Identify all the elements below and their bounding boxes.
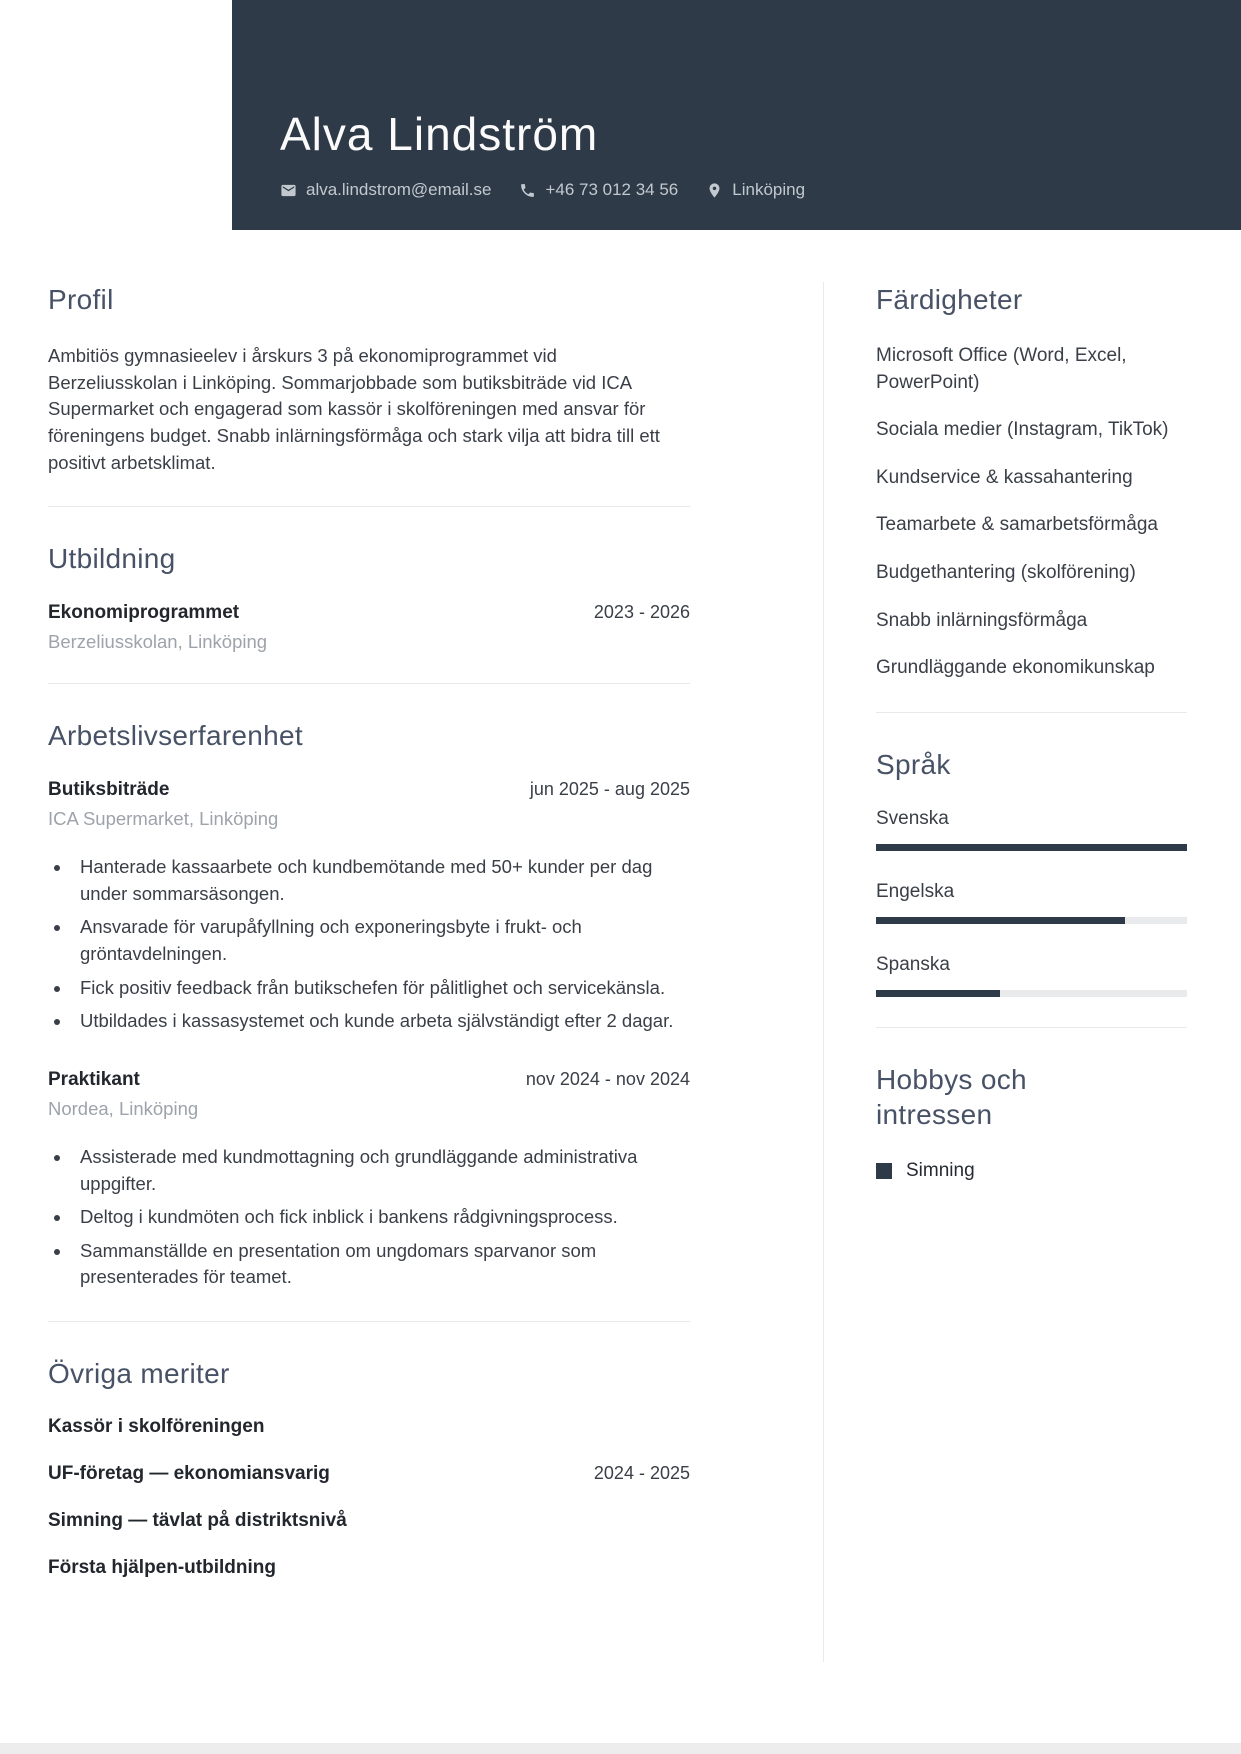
education-program: Ekonomiprogrammet: [48, 602, 240, 624]
language-bar-fill: [876, 844, 1187, 851]
hobbies-heading: Hobbys och intressen: [876, 1063, 1027, 1130]
experience-bullet: • Ansvarade för varupåfyllning och exponeringsbyte i frukt- och gröntavdelningen.: [72, 914, 690, 967]
experience-entry: [48, 779, 690, 1035]
resume-body: [0, 230, 1241, 1662]
person-name: Alva Lindström: [280, 108, 599, 161]
language-name: Engelska: [876, 880, 955, 902]
merit-label: Kassör i skolföreningen: [48, 1416, 265, 1437]
skill-item: Sociala medier (Instagram, TikTok): [876, 419, 1169, 441]
education-entry-head: [48, 602, 690, 624]
experience-role: Butiksbiträde: [48, 779, 170, 801]
language-bar-fill: [876, 990, 1000, 997]
email-icon: [280, 182, 297, 199]
main-column: [48, 282, 690, 1662]
language-item: [876, 881, 1187, 924]
experience-org: Nordea, Linköping: [48, 1097, 199, 1119]
section-education: [48, 541, 690, 653]
email-text: alva.lindstrom@email.se: [306, 180, 492, 199]
resume-header: [232, 0, 1241, 230]
languages-heading: Språk: [876, 748, 951, 780]
education-dates: 2023 - 2026: [593, 602, 690, 623]
experience-bullets: [72, 1144, 690, 1291]
merits-heading: Övriga meriter: [48, 1358, 230, 1389]
skill-item: Grundläggande ekonomikunskap: [876, 657, 1155, 679]
section-merits: [48, 1356, 690, 1579]
profile-heading: Profil: [48, 284, 114, 315]
merit-dates: 2024 - 2025: [593, 1463, 690, 1483]
hobby-label: Simning: [906, 1159, 975, 1181]
merit-row: [48, 1510, 690, 1532]
language-item: [876, 808, 1187, 851]
hobby-square-icon: [876, 1163, 892, 1179]
section-skills: [876, 282, 1187, 682]
experience-bullet: • Hanterade kassaarbete och kundbemötande med 50+ kunder per dag under sommarsäsongen.: [72, 854, 690, 907]
skills-heading: Färdigheter: [876, 284, 1023, 315]
experience-bullet: • Deltog i kundmöten och fick inblick i bankens rådgivningsprocess.: [72, 1204, 690, 1231]
contact-row: [280, 180, 1193, 200]
skills-list: [876, 343, 1187, 682]
experience-org: ICA Supermarket, Linköping: [48, 808, 279, 830]
education-entry: [48, 602, 690, 653]
skill-item: Teamarbete & samarbetsförmåga: [876, 514, 1158, 536]
language-name: Spanska: [876, 953, 950, 975]
contact-email: [280, 180, 491, 200]
section-languages: [876, 747, 1187, 997]
merit-label: Simning — tävlat på distriktsnivå: [48, 1510, 347, 1531]
page-bottom-edge: [0, 1743, 1241, 1754]
section-divider: [48, 506, 690, 507]
language-bar-track: [876, 990, 1187, 997]
experience-dates: jun 2025 - aug 2025: [529, 779, 690, 800]
location-pin-icon: [706, 182, 723, 199]
skill-item: Kundservice & kassahantering: [876, 466, 1133, 488]
merit-row: [48, 1416, 690, 1438]
experience-entry: [48, 1069, 690, 1291]
sidebar-divider: [876, 1027, 1187, 1028]
section-profile: [48, 282, 690, 476]
merit-row: [48, 1557, 690, 1579]
experience-dates: nov 2024 - nov 2024: [525, 1068, 690, 1089]
education-heading: Utbildning: [48, 543, 176, 575]
skill-item: Budgethantering (skolförening): [876, 561, 1136, 583]
hobby-item: [876, 1160, 1187, 1182]
merit-row: [48, 1463, 690, 1485]
sidebar-column: [823, 282, 1240, 1662]
phone-text: +46 73 012 34 56: [545, 180, 679, 199]
contact-phone: [519, 180, 678, 200]
experience-bullets: [72, 854, 690, 1035]
experience-bullet: • Utbildades i kassasystemet och kunde arbeta självständigt efter 2 dagar.: [72, 1008, 690, 1035]
location-text: Linköping: [732, 180, 806, 199]
languages-list: [876, 808, 1187, 997]
experience-bullet: • Assisterade med kundmottagning och grundläggande administrativa uppgifter.: [72, 1144, 690, 1197]
contact-location: [706, 180, 805, 200]
skill-item: Microsoft Office (Word, Excel, PowerPoint): [876, 345, 1127, 393]
experience-bullet: • Sammanställde en presentation om ungdomars sparvanor som presenterades för teamet.: [72, 1238, 690, 1291]
experience-heading: Arbetslivserfarenhet: [48, 720, 304, 752]
profile-text: Ambitiös gymnasieelev i årskurs 3 på ekonomiprogrammet vid Berzeliusskolan i Linköping. Sommarjobbade som butiksbiträde vid ICA Supermarket och engagerad som kassör i skolföreningen med ansvar för föreningens budget. Snabb inlärningsförmåga och stark vilja att bidra till ett positivt arbetsklimat.: [48, 345, 660, 473]
phone-icon: [519, 182, 536, 199]
education-school: Berzeliusskolan, Linköping: [48, 631, 268, 653]
merit-label: Första hjälpen-utbildning: [48, 1557, 276, 1578]
sidebar-divider: [876, 712, 1187, 713]
language-item: [876, 954, 1187, 997]
experience-entry-head: [48, 1069, 690, 1091]
merit-label: UF-företag — ekonomiansvarig: [48, 1463, 330, 1484]
section-divider: [48, 1321, 690, 1322]
experience-entry-head: [48, 779, 690, 801]
language-bar-fill: [876, 917, 1125, 924]
experience-role: Praktikant: [48, 1068, 140, 1090]
language-bar-track: [876, 844, 1187, 851]
skill-item: Snabb inlärningsförmåga: [876, 609, 1088, 631]
experience-bullet: • Fick positiv feedback från butikschefen för pålitlighet och servicekänsla.: [72, 975, 690, 1002]
section-experience: [48, 718, 690, 1291]
section-hobbies: [876, 1062, 1187, 1182]
language-name: Svenska: [876, 807, 949, 829]
language-bar-track: [876, 917, 1187, 924]
section-divider: [48, 683, 690, 684]
